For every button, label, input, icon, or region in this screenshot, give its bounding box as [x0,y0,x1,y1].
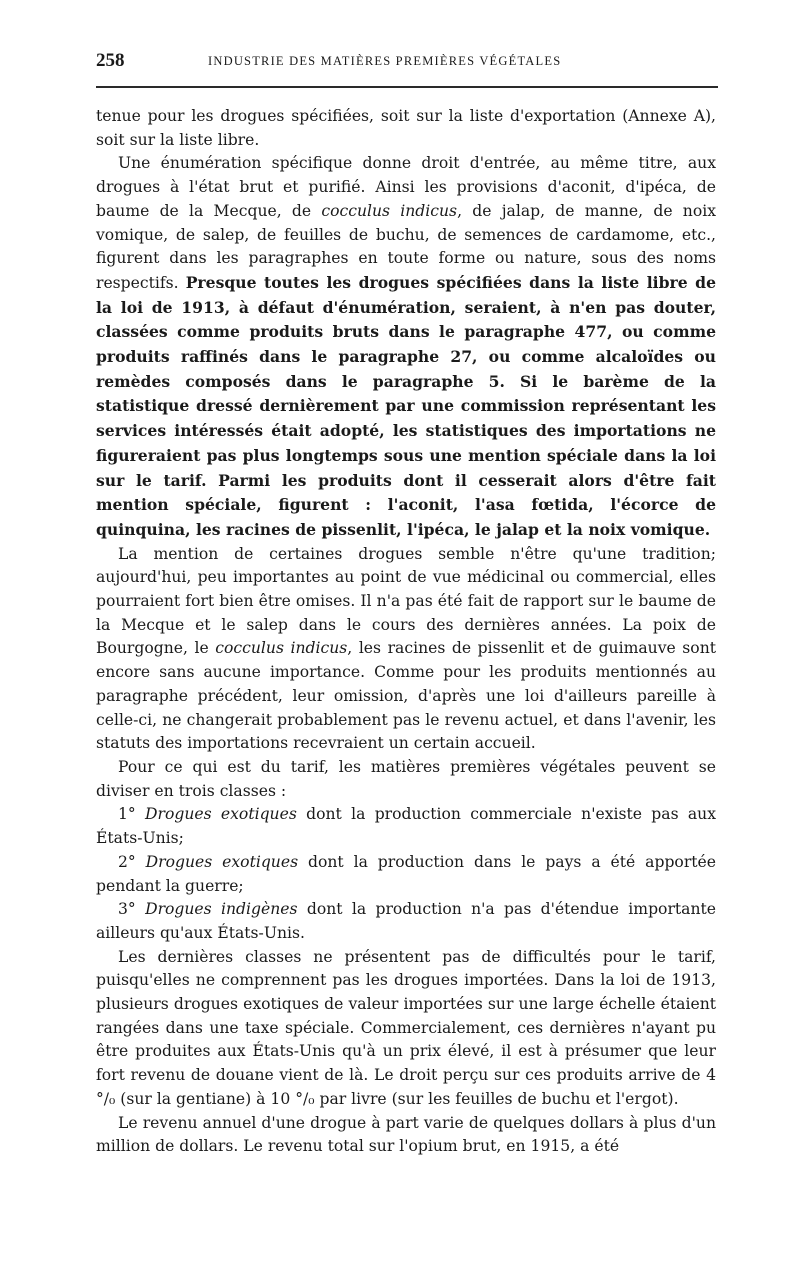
list-item [96,803,716,850]
paragraph-classes: Les dernières classes ne présentent pas de difficultés pour le tarif, puisqu'elles ne comprennent pas les drogues importées. Dans la loi de 1913, plusieurs drogues exotiques de valeur importées sur une large échelle étaient rangées dans une taxe spéciale. Commercialement, ces dernières n'ayant pu être produites aux États-Unis qu'à un prix élevé, il est à présumer que leur fort revenu de douane vient de là. Le droit perçu sur ces produits arrive de 4 °/₀ (sur la gentiane) à 10 °/₀ par livre (sur les feuilles de buchu et l'ergot). [96,947,716,1108]
text-span: La mention de certaines drogues semble n'être qu'une tradition; aujourd'hui, peu importantes au point de vue médicinal ou commercial, elles pourraient fort bien être omises. Il n'a pas été fait de rapport sur le baume de la Mecque et le salep dans le cours des dernières années. La poix de Bourgogne, le [96,544,716,658]
text-span: , les racines de pissenlit et de guimauve sont encore sans aucune importance. Comme pour les produits mentionnés au paragraphe précédent, leur omission, d'après une loi d'ailleurs pareille à celle-ci, ne changerait probablement pas le revenu actuel, et dans l'avenir, les statuts des importations recevraient un certain accueil. [96,639,717,753]
paragraph-continued: tenue pour les drogues spécifiées, soit sur la liste d'exportation (Annexe A), soit sur la liste libre. [96,107,716,149]
item-text: dont la production commerciale n'existe pas aux États-Unis; [96,805,716,848]
paragraph-revenue: Le revenu annuel d'une drogue à part varie de quelques dollars à plus d'un million de dollars. Le revenu total sur l'opium brut, en 1915, a été [96,1113,716,1156]
italic-term: cocculus indicus [215,639,348,658]
paragraph-tarif: Pour ce qui est du tarif, les matières premières végétales peuvent se diviser en trois classes : [96,757,716,800]
item-text: dont la production n'a pas d'étendue importante ailleurs qu'aux États-Unis. [96,900,716,942]
page-header [96,50,718,76]
item-number: 2° [118,852,136,871]
item-number: 1° [118,805,136,824]
text-span: Une énumération spécifique donne droit d'entrée, au même titre, aux drogues à l'état brut et purifié. Ainsi les provisions d'aconit, d'ipéca, de baume de la Mecque, de [96,154,716,220]
paragraph-tradition [96,543,716,756]
header-rule [96,86,718,88]
italic-term: Drogues exotiques [145,805,297,824]
italic-term: Drogues exotiques [145,852,299,871]
italic-term: Drogues indigènes [145,900,298,919]
body-text [96,105,716,1159]
item-text: dont la production dans le pays a été apportée pendant la guerre; [96,852,716,895]
item-number: 3° [118,900,136,919]
paragraph-enumeration [96,152,716,542]
running-title: INDUSTRIE DES MATIÈRES PREMIÈRES VÉGÉTALES [208,54,562,68]
italic-term: cocculus indicus [321,201,458,220]
text-span: , de jalap, de manne, de noix vomique, de salep, de feuilles de buchu, de semences de cardamome, etc., figurent dans les paragraphes en toute forme ou nature, sous des noms respectifs. [96,201,716,292]
list-item [96,898,716,945]
page-number: 258 [96,50,125,71]
bold-span: Presque toutes les drogues spécifiées dans la liste libre de la loi de 1913, à défaut d'énumération, seraient, à n'en pas douter, classées comme produits bruts dans le paragraphe 477, ou comme produits raffinés dans le paragraphe 27, ou comme alcaloïdes ou remèdes composés dans le paragraphe 5. Si le barème de la statistique dressé dernièrement par une commission représentant les services intéressés était adopté, les statistiques des importations ne figureraient pas plus longtemps sous une mention spéciale dans la loi sur le tarif. Parmi les produits dont il cesserait alors d'être fait mention spéciale, figurent : l'aconit, l'asa fœtida, l'écorce de quinquina, les racines de pissenlit, l'ipéca, le jalap et la noix vomique. [96,272,716,539]
list-item [96,851,716,898]
